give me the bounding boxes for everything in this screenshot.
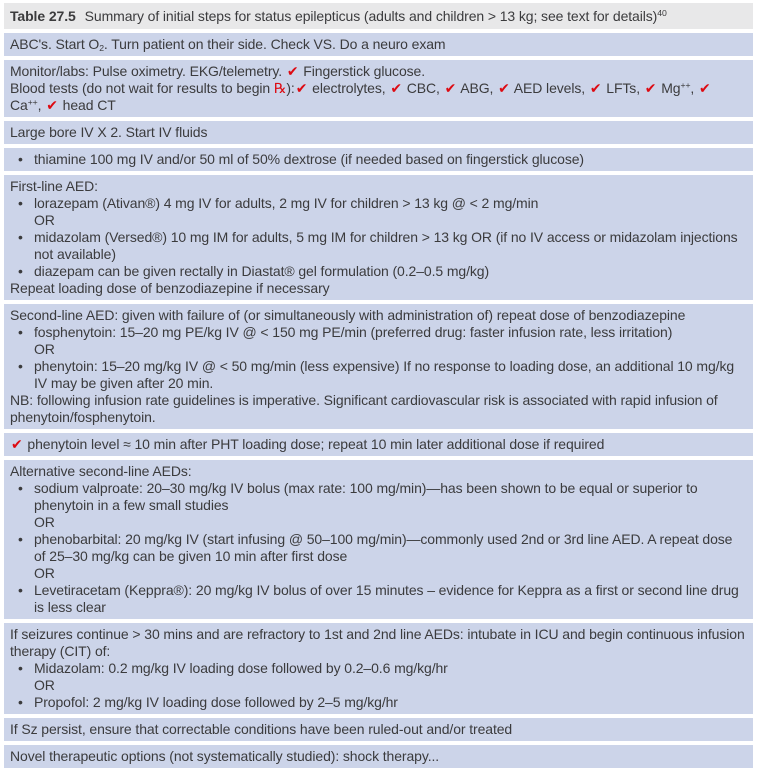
text-line xyxy=(10,721,745,738)
table-label: Table 27.5 xyxy=(10,8,76,24)
bullet-line xyxy=(10,151,745,168)
line-text: thiamine 100 mg IV and/or 50 ml of 50% dextrose (if needed based on fingerstick glucose) xyxy=(34,151,584,167)
text-line xyxy=(10,392,745,426)
bullet-icon: • xyxy=(18,660,23,676)
table-row xyxy=(4,460,753,619)
check-icon: ✔ xyxy=(46,97,58,113)
table-title: Summary of initial steps for status epilepticus (adults and children > 13 kg; see text for details)$^{40}$ xyxy=(84,8,667,24)
or-line xyxy=(10,514,745,531)
text-line xyxy=(10,748,745,765)
or-line xyxy=(10,565,745,582)
text-line xyxy=(10,463,745,480)
bullet-line xyxy=(10,660,745,677)
or-line xyxy=(10,341,745,358)
line-text: Novel therapeutic options (not systematically studied): shock therapy... xyxy=(10,748,440,764)
check-icon: ✔ xyxy=(498,80,510,96)
bullet-line xyxy=(10,229,745,263)
line-text: OR xyxy=(34,677,55,693)
line-text: ABC's. Start $O_2$. Turn patient on their side. Check VS. Do a neuro exam xyxy=(10,36,446,54)
bullet-icon: • xyxy=(18,358,23,374)
check-icon: ✔ xyxy=(699,80,711,96)
line-text: Repeat loading dose of benzodiazepine if necessary xyxy=(10,280,330,296)
line-text: ✔ phenytoin level ≈ 10 min after PHT loading dose; repeat 10 min later additional dose if required xyxy=(11,436,605,452)
reference-superscript: 40 xyxy=(657,8,667,19)
line-text: Blood tests (do not wait for results to begin ℞):✔ electrolytes, ✔ CBC, ✔ ABG, ✔ AED levels, ✔ LFTs, ✔ Mg++, ✔ Ca++, ✔ head CT xyxy=(10,80,711,113)
bullet-icon: • xyxy=(18,582,23,598)
line-text: sodium valproate: 20–30 mg/kg IV bolus (max rate: 100 mg/min)—has been shown to be equal or superior to phenytoin in a few small studies xyxy=(34,480,698,513)
text-line xyxy=(10,63,745,80)
line-text: phenytoin: 15–20 mg/kg IV @ < 50 mg/min (less expensive) If no response to loading dose, an additional 10 mg/kg IV may be given after 20 min. xyxy=(34,358,735,391)
table-row xyxy=(4,623,753,714)
table-row xyxy=(4,745,753,768)
bullet-icon: • xyxy=(18,195,23,211)
bullet-line xyxy=(10,694,745,711)
check-icon: ✔ xyxy=(444,80,457,96)
table-row xyxy=(4,148,753,171)
line-text: OR xyxy=(34,341,55,357)
table-row xyxy=(4,33,753,56)
table-header xyxy=(4,3,753,29)
bullet-line xyxy=(10,263,745,280)
line-text: lorazepam (Ativan®) 4 mg IV for adults, 2 mg IV for children > 13 kg @ < 2 mg/min xyxy=(34,195,539,211)
check-icon: ✔ xyxy=(644,80,657,96)
line-text: OR xyxy=(34,565,55,581)
line-text: OR xyxy=(34,514,55,530)
line-text: First-line AED: xyxy=(10,178,98,194)
table-row xyxy=(4,433,753,456)
line-text: diazepam can be given rectally in Diastat® gel formulation (0.2–0.5 mg/kg) xyxy=(34,263,490,279)
check-icon: ✔ xyxy=(390,80,402,96)
table-row xyxy=(4,121,753,144)
text-line xyxy=(10,436,745,453)
bullet-icon: • xyxy=(18,694,23,710)
bullet-line xyxy=(10,582,745,616)
bullet-icon: • xyxy=(18,263,23,279)
check-icon: ✔ xyxy=(286,63,299,79)
rx-icon: ℞ xyxy=(273,80,287,96)
line-text: Midazolam: 0.2 mg/kg IV loading dose followed by 0.2–0.6 mg/kg/hr xyxy=(34,660,448,676)
check-icon: ✔ xyxy=(11,436,23,452)
text-line xyxy=(10,36,745,53)
text-line xyxy=(10,307,745,324)
check-icon: ✔ xyxy=(589,80,602,96)
text-line xyxy=(10,178,745,195)
table-row xyxy=(4,60,753,117)
bullet-icon: • xyxy=(18,531,23,547)
table-row xyxy=(4,304,753,429)
line-text: midazolam (Versed®) 10 mg IM for adults, 5 mg IM for children > 13 kg OR (if no IV access or midazolam injections not available) xyxy=(34,229,738,262)
table-row xyxy=(4,175,753,300)
bullet-line xyxy=(10,358,745,392)
bullet-line xyxy=(10,531,745,565)
text-line xyxy=(10,626,745,660)
bullet-line xyxy=(10,324,745,341)
line-text: NB: following infusion rate guidelines is imperative. Significant cardiovascular risk is associated with rapid infusion of phenytoin/fosphenytoin. xyxy=(10,392,718,425)
bullet-icon: • xyxy=(18,480,23,496)
text-line xyxy=(10,124,745,141)
table-body xyxy=(4,33,753,768)
line-text: If seizures continue > 30 mins and are refractory to 1st and 2nd line AEDs: intubate in ICU and begin continuous infusion therapy (CIT) of: xyxy=(10,626,745,659)
check-icon: ✔ xyxy=(295,80,308,96)
line-text: Propofol: 2 mg/kg IV loading dose followed by 2–5 mg/kg/hr xyxy=(34,694,398,710)
or-line xyxy=(10,212,745,229)
status-epilepticus-table xyxy=(4,3,753,768)
bullet-icon: • xyxy=(18,151,23,167)
bullet-line xyxy=(10,195,745,212)
line-text: Levetiracetam (Keppra®): 20 mg/kg IV bolus of over 15 minutes – evidence for Keppra as a first or second line drug is less clear xyxy=(34,582,739,615)
line-text: OR xyxy=(34,212,55,228)
line-text: phenobarbital: 20 mg/kg IV (start infusing @ 50–100 mg/min)—commonly used 2nd or 3rd line AED. A repeat dose of 25–30 mg/kg can be given 10 min after first dose xyxy=(34,531,733,564)
text-line xyxy=(10,80,745,114)
text-line xyxy=(10,280,745,297)
line-text: Alternative second-line AEDs: xyxy=(10,463,192,479)
bullet-line xyxy=(10,480,745,514)
line-text: Large bore IV X 2. Start IV fluids xyxy=(10,124,208,140)
table-row xyxy=(4,718,753,741)
or-line xyxy=(10,677,745,694)
line-text: If Sz persist, ensure that correctable conditions have been ruled-out and/or treated xyxy=(10,721,513,737)
line-text: fosphenytoin: 15–20 mg PE/kg IV @ < 150 mg PE/min (preferred drug: faster infusion rate, less irritation) xyxy=(34,324,673,340)
line-text: Second-line AED: given with failure of (or simultaneously with administration of) repeat dose of benzodiazepine xyxy=(10,307,686,323)
bullet-icon: • xyxy=(18,324,23,340)
line-text: Monitor/labs: Pulse oximetry. EKG/telemetry. ✔ Fingerstick glucose. xyxy=(10,63,426,79)
bullet-icon: • xyxy=(18,229,23,245)
